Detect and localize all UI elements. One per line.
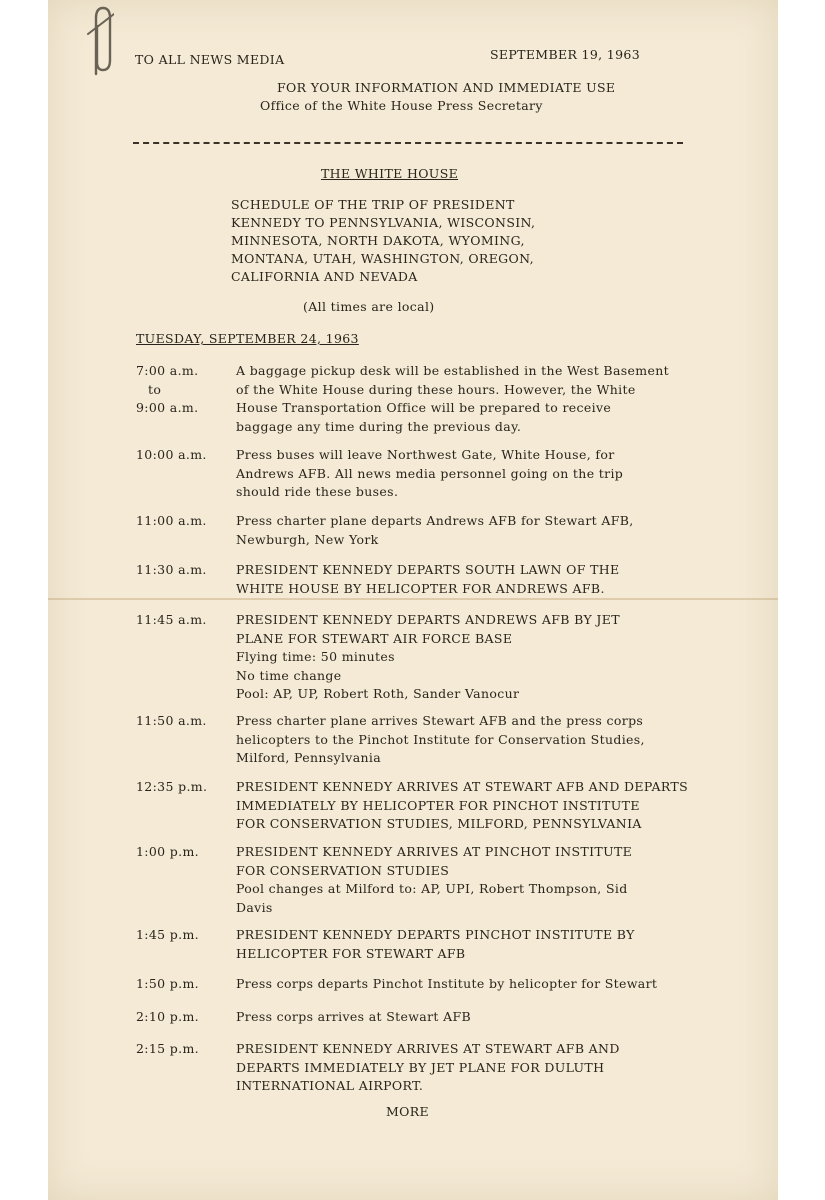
paper-fold-line (48, 598, 778, 600)
entry-line: Press buses will leave Northwest Gate, White House, for (236, 447, 615, 462)
entry-time (136, 712, 207, 731)
office-line: Office of the White House Press Secretary (260, 98, 543, 113)
entry-line: PRESIDENT KENNEDY DEPARTS PINCHOT INSTITUTE BY (236, 927, 635, 942)
day-heading: TUESDAY, SEPTEMBER 24, 1963 (136, 331, 359, 346)
document-page (48, 0, 778, 1200)
schedule-title-line: MONTANA, UTAH, WASHINGTON, OREGON, (231, 251, 534, 266)
entry-line: No time change (236, 667, 342, 683)
entry-line: DEPARTS IMMEDIATELY BY JET PLANE FOR DULUTH (236, 1059, 605, 1075)
entry-description (236, 362, 669, 436)
more-footer: MORE (386, 1104, 429, 1119)
entry-time-line: to (148, 381, 162, 397)
entry-line: Andrews AFB. All news media personnel going on the trip (236, 465, 624, 481)
entry-description (236, 446, 623, 502)
entry-line: Flying time: 50 minutes (236, 649, 395, 664)
dashed-divider (133, 142, 683, 144)
entry-time (136, 561, 207, 580)
entry-description (236, 1008, 471, 1027)
entry-line: INTERNATIONAL AIRPORT. (236, 1078, 424, 1093)
entry-time-line: 2:10 p.m. (136, 1009, 199, 1024)
entry-line: HELICOPTER FOR STEWART AFB (236, 945, 466, 961)
entry-description (236, 512, 634, 549)
paperclip-icon (84, 4, 114, 76)
entry-line: Newburgh, New York (236, 531, 379, 547)
entry-line: PRESIDENT KENNEDY ARRIVES AT STEWART AFB AND (236, 1041, 620, 1056)
entry-line: Pool: AP, UP, Robert Roth, Sander Vanocur (236, 686, 520, 701)
schedule-title (231, 196, 535, 286)
entry-description (236, 712, 645, 768)
document-date: SEPTEMBER 19, 1963 (490, 47, 641, 62)
schedule-title-line: KENNEDY TO PENNSYLVANIA, WISCONSIN, (231, 215, 536, 230)
to-line: TO ALL NEWS MEDIA (135, 52, 285, 67)
entry-line: FOR CONSERVATION STUDIES, MILFORD, PENNSYLVANIA (236, 816, 642, 831)
entry-line: Davis (236, 899, 273, 915)
entry-time (136, 1008, 199, 1027)
entry-time-line: 2:15 p.m. (136, 1041, 199, 1056)
entry-time-line: 11:50 a.m. (136, 713, 207, 728)
entry-time-line: 1:45 p.m. (136, 927, 199, 942)
schedule-title-line: SCHEDULE OF THE TRIP OF PRESIDENT (231, 197, 515, 212)
entry-line: House Transportation Office will be prepared to receive (236, 400, 612, 415)
entry-line: A baggage pickup desk will be established in the West Basement (236, 363, 669, 378)
entry-line: Milford, Pennsylvania (236, 750, 382, 765)
entry-line: PLANE FOR STEWART AIR FORCE BASE (236, 630, 513, 646)
entry-line: Press corps departs Pinchot Institute by helicopter for Stewart (236, 976, 658, 991)
entry-line: Press charter plane arrives Stewart AFB and the press corps (236, 713, 644, 728)
entry-time (136, 926, 199, 945)
entry-time (136, 1040, 199, 1059)
entry-line: helicopters to the Pinchot Institute for Conservation Studies, (236, 731, 645, 747)
entry-time (136, 362, 198, 418)
entry-time-line: 1:00 p.m. (136, 844, 199, 859)
entry-time-line: 11:30 a.m. (136, 562, 207, 577)
entry-line: PRESIDENT KENNEDY DEPARTS SOUTH LAWN OF THE (236, 562, 620, 577)
entry-time (136, 975, 199, 994)
entry-description (236, 926, 635, 963)
info-line: FOR YOUR INFORMATION AND IMMEDIATE USE (277, 80, 616, 95)
entry-description (236, 611, 620, 704)
entry-time (136, 446, 207, 465)
entry-line: WHITE HOUSE BY HELICOPTER FOR ANDREWS AFB. (236, 580, 605, 596)
entry-line: PRESIDENT KENNEDY ARRIVES AT PINCHOT INSTITUTE (236, 844, 633, 859)
entry-time-line: 11:45 a.m. (136, 612, 207, 627)
entry-line: baggage any time during the previous day. (236, 418, 522, 434)
entry-time-line: 7:00 a.m. (136, 363, 199, 378)
entry-line: of the White House during these hours. However, the White (236, 381, 636, 397)
page-title: THE WHITE HOUSE (321, 166, 459, 181)
entry-time (136, 611, 207, 630)
entry-time-line: 11:00 a.m. (136, 513, 207, 528)
schedule-title-line: CALIFORNIA AND NEVADA (231, 269, 418, 284)
entry-time (136, 512, 207, 531)
schedule-title-line: MINNESOTA, NORTH DAKOTA, WYOMING, (231, 233, 525, 248)
entry-time-line: 9:00 a.m. (136, 400, 199, 415)
entry-line: Press charter plane departs Andrews AFB for Stewart AFB, (236, 513, 634, 528)
entry-description (236, 843, 632, 917)
entry-description (236, 1040, 620, 1096)
entry-line: FOR CONSERVATION STUDIES (236, 862, 450, 878)
entry-line: should ride these buses. (236, 484, 399, 499)
entry-line: IMMEDIATELY BY HELICOPTER FOR PINCHOT INSTITUTE (236, 797, 640, 813)
entry-line: Press corps arrives at Stewart AFB (236, 1009, 472, 1024)
entry-time-line: 10:00 a.m. (136, 447, 207, 462)
entry-line: PRESIDENT KENNEDY DEPARTS ANDREWS AFB BY JET (236, 612, 620, 627)
entry-description (236, 561, 620, 598)
entry-line: Pool changes at Milford to: AP, UPI, Robert Thompson, Sid (236, 881, 628, 896)
entry-time-line: 1:50 p.m. (136, 976, 199, 991)
entry-time (136, 843, 199, 862)
entry-line: PRESIDENT KENNEDY ARRIVES AT STEWART AFB AND DEPARTS (236, 779, 689, 794)
times-note: (All times are local) (303, 299, 435, 314)
entry-description (236, 975, 657, 994)
entry-description (236, 778, 688, 834)
entry-time-line: 12:35 p.m. (136, 779, 208, 794)
entry-time (136, 778, 207, 797)
